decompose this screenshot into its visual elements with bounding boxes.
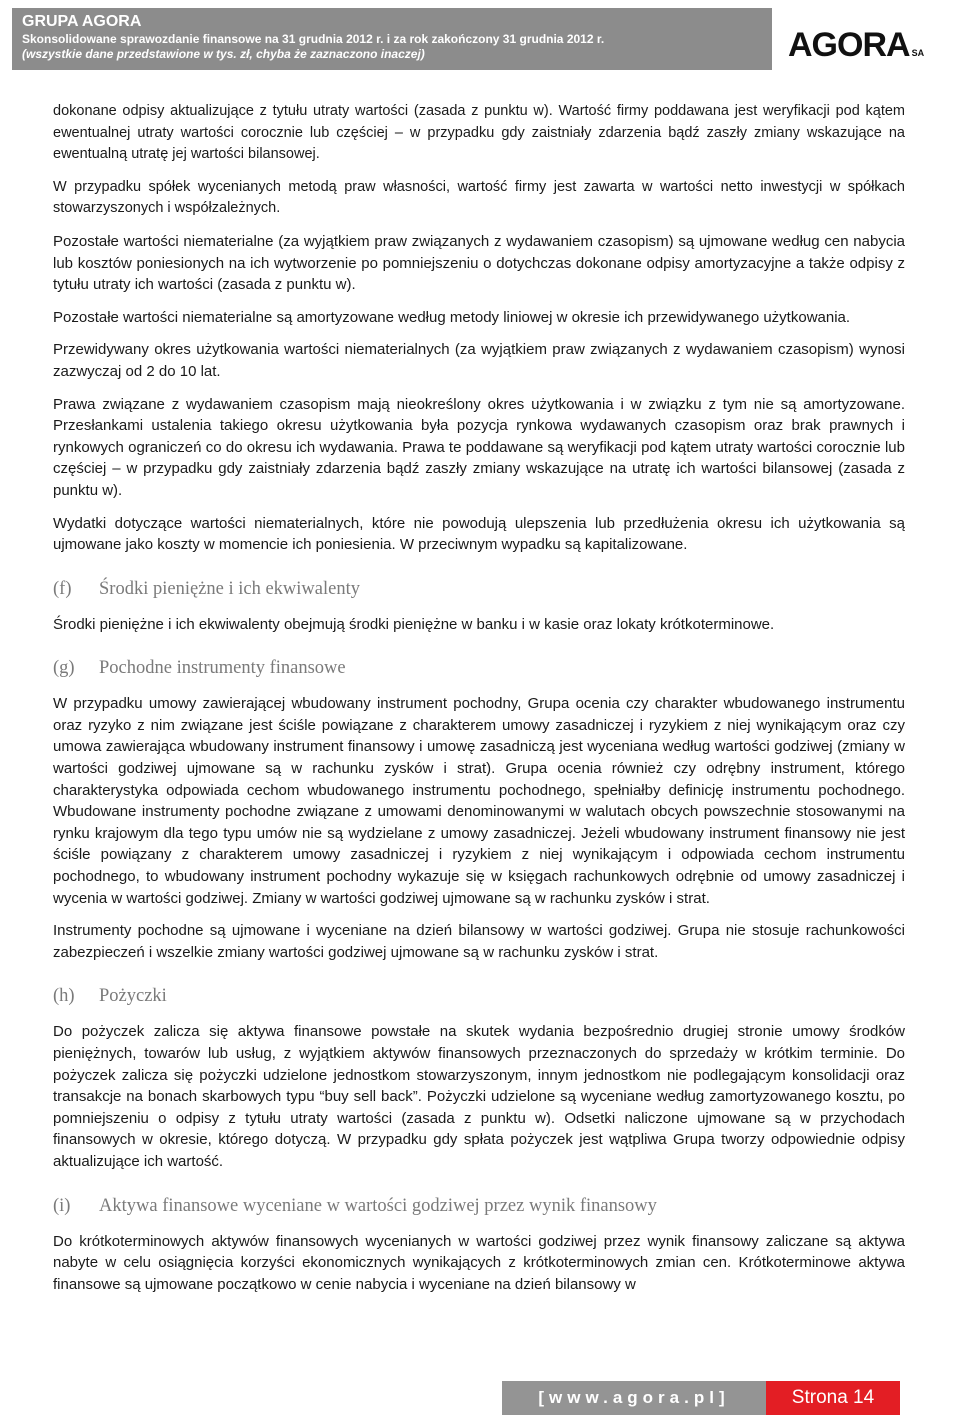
section-heading-g: [53, 657, 905, 679]
section-title: Środki pieniężne i ich ekwiwalenty: [99, 578, 360, 599]
page-header: [12, 8, 772, 70]
section-letter: (f): [53, 578, 72, 599]
section-title: Pożyczki: [99, 986, 167, 1007]
section-heading-h: [53, 985, 905, 1007]
agora-logo: [788, 22, 938, 62]
paragraph: Instrumenty pochodne są ujmowane i wyceniane na dzień bilansowy w wartości godziwej. Grupa nie stosuje rachunkowości zabezpieczeń i wszelkie zmiany wartości godziwej ujmowane są w rachunku zysków i strat.: [53, 922, 905, 961]
paragraph: Wydatki dotyczące wartości niematerialnych, które nie powodują ulepszenia lub przedłużenia okresu ich użytkowania są ujmowane jako koszty w momencie ich poniesienia. W przeciwnym wypadku są kapitalizowane.: [53, 514, 905, 554]
paragraph: Pozostałe wartości niematerialne (za wyjątkiem praw związanych z wydawaniem czasopism) są ujmowane według cen nabycia lub kosztów poniesionych na ich wytworzenie po pomniejszeniu o dotychczas dokonane odpisy amortyzacyjne a także odpisy z tytułu utraty ich wartości (zasada z punktu w).: [53, 232, 905, 294]
report-title: Skonsolidowane sprawozdanie finansowe na 31 grudnia 2012 r. i za rok zakończony 31 grudnia 2012 r.: [22, 32, 605, 46]
paragraph: Do krótkoterminowych aktywów finansowych wycenianych w wartości godziwej przez wynik finansowy zaliczane są aktywa nabyte w celu osiągnięcia korzyści ekonomicznych wynikających z krótkoterminowych zmian cen. Krótkoterminowe aktywa finansowe są ujmowane początkowo w cenie nabycia i wyceniane na dzień bilansowy w: [53, 1232, 905, 1293]
units-note: (wszystkie dane przedstawione w tys. zł, chyba że zaznaczono inaczej): [22, 47, 425, 61]
paragraph: Środki pieniężne i ich ekwiwalenty obejmują środki pieniężne w banku i w kasie oraz lokaty krótkoterminowe.: [53, 615, 775, 633]
section-title: Aktywa finansowe wyceniane w wartości godziwej przez wynik finansowy: [99, 1195, 657, 1216]
logo-suffix: SA: [911, 48, 925, 58]
logo-text: AGORA: [788, 26, 910, 64]
section-letter: (g): [53, 658, 75, 679]
paragraph: Pozostałe wartości niematerialne są amortyzowane według metody liniowej w okresie ich przewidywanego użytkowania.: [53, 308, 851, 326]
company-name: GRUPA AGORA: [22, 13, 142, 30]
paragraph: W przypadku umowy zawierającej wbudowany instrument pochodny, Grupa ocenia czy charakter wbudowanego instrumentu oraz ryzyko z nim związane jest ściśle powiązane z charakterem umowy zasadniczej i ryzykiem z niej wynikającym oraz czy umowa zawierająca wbudowany instrument finansowy i umowę zasadniczą jest wyceniana według wartości godziwej (zmiany w wartości godziwej ujmowane są w rachunku zysków i strat). Grupa ocenia również czy odrębny instrument, którego charakterystyka odpowiada cechom wbudowanego instrumentu pochodnego, spełniałby definicję instrumentu pochodnego. Wbudowane instrumenty pochodne związane z umowami denominowanymi w walutach obcych powszechnie stosowanymi na rynku krajowym dla tego typu umów nie są wydzielane z umowy zasadniczej. Jeżeli wbudowany instrument finansowy nie jest ściśle powiązany z charakterem umowy zasadniczej i ryzykiem z niej wynikającym i odpowiada cechom instrumentu pochodnego, to wbudowany instrument pochodny wykazuje się w księgach rachunkowych odrębnie od umowy zasadniczej i wycenia w wartości godziwej. Zmiany w wartości godziwej ujmowane są w rachunku zysków i strat.: [53, 695, 905, 907]
document-body: [53, 101, 905, 1306]
section-letter: (i): [53, 1195, 71, 1216]
footer-website-link[interactable]: [www.agora.pl]: [502, 1381, 766, 1415]
section-letter: (h): [53, 986, 75, 1007]
page-number: Strona 14: [766, 1381, 900, 1415]
paragraph: Do pożyczek zalicza się aktywa finansowe powstałe na skutek wydania bezpośrednio drugiej stronie umowy środków pieniężnych, towarów lub usług, z wyjątkiem aktywów finansowych przeznaczonych do sprzedaży w krótkim terminie. Do pożyczek zalicza się pożyczki udzielone jednostkom stowarzyszonym, innym jednostkom nie podlegającym konsolidacji oraz transakcje na bonach skarbowych typu “buy sell back”. Pożyczki udzielone są wyceniane według zamortyzowanego kosztu, po pomniejszeniu o odpisy z tytułu utraty wartości (zasada z punktu w). Odsetki naliczone ujmowane są w przychodach finansowych w okresie, którego dotyczą. W przypadku gdy spłata pożyczek jest wątpliwa Grupa tworzy odpowiednie odpisy aktualizujące ich wartość.: [53, 1023, 905, 1170]
section-heading-f: [53, 578, 905, 600]
paragraph: W przypadku spółek wycenianych metodą praw własności, wartość firmy jest zawarta w wartości netto inwestycji w spółkach stowarzyszonych i współzależnych.: [53, 178, 905, 217]
paragraph: Przewidywany okres użytkowania wartości niematerialnych (za wyjątkiem praw związanych z wydawaniem czasopism) wynosi zazwyczaj od 2 do 10 lat.: [53, 341, 905, 380]
section-heading-i: [53, 1195, 905, 1217]
section-title: Pochodne instrumenty finansowe: [99, 658, 346, 679]
paragraph: Prawa związane z wydawaniem czasopism mają nieokreślony okres użytkowania i w związku z tym nie są amortyzowane. Przesłankami ustalenia takiego okresu użytkowania była pozycja rynkowa wydawanych czasopism oraz brak prawnych i rynkowych ograniczeń co do okresu ich wydawania. Prawa te poddawane są weryfikacji pod kątem utraty wartości corocznie lub częściej – w przypadku gdy zaistniały zdarzenia bądź zaszły zmiany wskazujące na utratę ich wartości bilansowej (zasada z punktu w).: [53, 395, 905, 499]
paragraph: dokonane odpisy aktualizujące z tytułu utraty wartości (zasada z punktu w). Wartość firmy poddawana jest weryfikacji pod kątem ewentualnej utraty wartości corocznie lub częściej – w przypadku gdy zaistniały zdarzenia bądź zaszły zmiany wskazujące na ewentualną utratę jej wartości bilansowej.: [53, 103, 905, 163]
